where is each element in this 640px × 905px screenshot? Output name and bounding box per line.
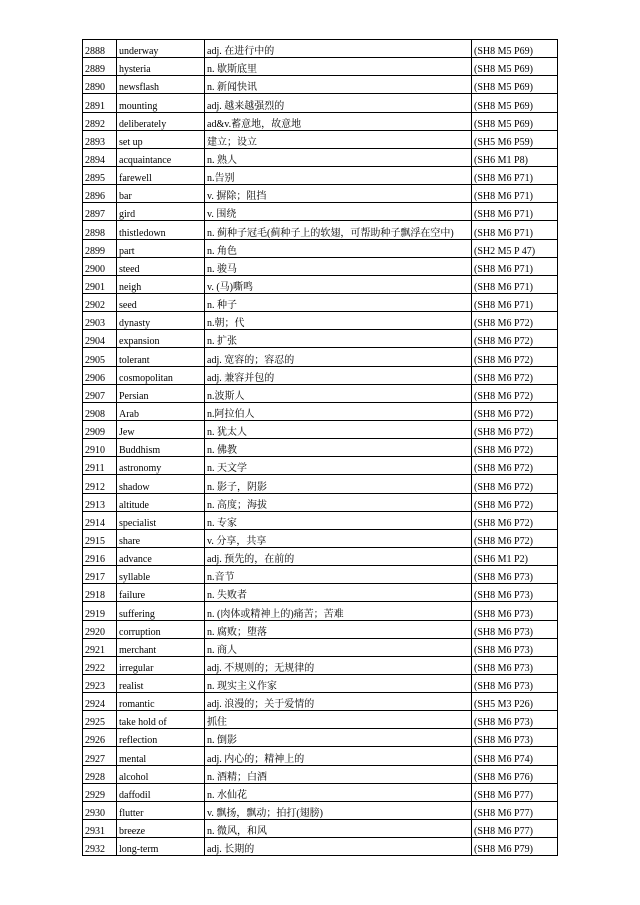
entry-number: 2923 (83, 674, 117, 692)
entry-reference: (SH8 M6 P73) (472, 620, 558, 638)
entry-word: farewell (117, 166, 205, 184)
entry-number: 2908 (83, 402, 117, 420)
entry-number: 2927 (83, 747, 117, 765)
entry-definition: n. 影子，阴影 (205, 475, 472, 493)
entry-word: alcohol (117, 765, 205, 783)
table-row (83, 711, 558, 729)
entry-word: astronomy (117, 457, 205, 475)
entry-reference: (SH8 M6 P73) (472, 711, 558, 729)
entry-number: 2913 (83, 493, 117, 511)
entry-definition: v. 摒除；阻挡 (205, 185, 472, 203)
entry-definition: n.音节 (205, 566, 472, 584)
entry-word: flutter (117, 801, 205, 819)
entry-word: failure (117, 584, 205, 602)
entry-word: reflection (117, 729, 205, 747)
table-row (83, 820, 558, 838)
entry-definition: n. 水仙花 (205, 783, 472, 801)
entry-number: 2915 (83, 529, 117, 547)
entry-number: 2925 (83, 711, 117, 729)
entry-number: 2918 (83, 584, 117, 602)
entry-word: share (117, 529, 205, 547)
entry-word: realist (117, 674, 205, 692)
entry-reference: (SH8 M6 P73) (472, 602, 558, 620)
entry-reference: (SH5 M6 P59) (472, 130, 558, 148)
entry-reference: (SH8 M6 P76) (472, 765, 558, 783)
entry-reference: (SH8 M6 P72) (472, 457, 558, 475)
entry-word: shadow (117, 475, 205, 493)
table-row (83, 203, 558, 221)
entry-number: 2897 (83, 203, 117, 221)
entry-reference: (SH8 M6 P72) (472, 312, 558, 330)
entry-definition: n.朝；代 (205, 312, 472, 330)
entry-definition: n. 扩张 (205, 330, 472, 348)
entry-number: 2904 (83, 330, 117, 348)
entry-definition: 抓住 (205, 711, 472, 729)
entry-definition: adj. 浪漫的；关于爱情的 (205, 693, 472, 711)
entry-definition: adj. 宽容的；容忍的 (205, 348, 472, 366)
entry-definition: v. 分享，共享 (205, 529, 472, 547)
entry-definition: n. 腐败；堕落 (205, 620, 472, 638)
entry-definition: n. 商人 (205, 638, 472, 656)
entry-word: dynasty (117, 312, 205, 330)
entry-word: take hold of (117, 711, 205, 729)
entry-number: 2898 (83, 221, 117, 239)
entry-number: 2911 (83, 457, 117, 475)
table-row (83, 765, 558, 783)
entry-reference: (SH8 M6 P72) (472, 493, 558, 511)
entry-word: Jew (117, 420, 205, 438)
table-row (83, 112, 558, 130)
entry-reference: (SH8 M6 P72) (472, 529, 558, 547)
entry-reference: (SH8 M6 P71) (472, 166, 558, 184)
entry-reference: (SH8 M6 P71) (472, 275, 558, 293)
entry-number: 2893 (83, 130, 117, 148)
entry-word: Persian (117, 384, 205, 402)
entry-reference: (SH8 M5 P69) (472, 76, 558, 94)
table-row (83, 166, 558, 184)
entry-number: 2905 (83, 348, 117, 366)
entry-reference: (SH8 M6 P72) (472, 475, 558, 493)
entry-number: 2931 (83, 820, 117, 838)
entry-definition: adj. 越来越强烈的 (205, 94, 472, 112)
entry-word: mounting (117, 94, 205, 112)
entry-reference: (SH8 M6 P73) (472, 638, 558, 656)
table-row (83, 566, 558, 584)
entry-word: steed (117, 257, 205, 275)
table-row (83, 330, 558, 348)
entry-word: newsflash (117, 76, 205, 94)
table-row (83, 838, 558, 856)
entry-word: Arab (117, 402, 205, 420)
entry-word: irregular (117, 656, 205, 674)
entry-number: 2920 (83, 620, 117, 638)
entry-reference: (SH8 M6 P73) (472, 729, 558, 747)
entry-word: acquaintance (117, 148, 205, 166)
entry-number: 2902 (83, 293, 117, 311)
entry-word: cosmopolitan (117, 366, 205, 384)
table-row (83, 584, 558, 602)
entry-number: 2891 (83, 94, 117, 112)
entry-definition: n. 佛教 (205, 439, 472, 457)
entry-definition: n. 蓟种子冠毛(蓟种子上的软翅，可帮助种子飘浮在空中) (205, 221, 472, 239)
entry-definition: n.阿拉伯人 (205, 402, 472, 420)
entry-reference: (SH8 M6 P77) (472, 783, 558, 801)
table-row (83, 493, 558, 511)
table-row (83, 801, 558, 819)
entry-word: tolerant (117, 348, 205, 366)
entry-number: 2909 (83, 420, 117, 438)
entry-number: 2894 (83, 148, 117, 166)
entry-number: 2916 (83, 547, 117, 565)
table-row (83, 94, 558, 112)
entry-reference: (SH8 M6 P72) (472, 402, 558, 420)
entry-word: seed (117, 293, 205, 311)
entry-word: altitude (117, 493, 205, 511)
table-row (83, 656, 558, 674)
entry-number: 2921 (83, 638, 117, 656)
entry-number: 2888 (83, 40, 117, 58)
entry-number: 2895 (83, 166, 117, 184)
entry-reference: (SH8 M6 P73) (472, 584, 558, 602)
entry-number: 2914 (83, 511, 117, 529)
entry-reference: (SH8 M6 P71) (472, 221, 558, 239)
entry-word: set up (117, 130, 205, 148)
entry-word: suffering (117, 602, 205, 620)
entry-definition: adj. 长期的 (205, 838, 472, 856)
entry-number: 2929 (83, 783, 117, 801)
table-row (83, 747, 558, 765)
entry-reference: (SH6 M1 P2) (472, 547, 558, 565)
entry-number: 2906 (83, 366, 117, 384)
entry-number: 2926 (83, 729, 117, 747)
entry-definition: n. 角色 (205, 239, 472, 257)
vocabulary-table-body (83, 40, 558, 856)
table-row (83, 420, 558, 438)
entry-word: specialist (117, 511, 205, 529)
entry-definition: n. 天文学 (205, 457, 472, 475)
table-row (83, 76, 558, 94)
entry-definition: n. 高度；海拔 (205, 493, 472, 511)
entry-word: romantic (117, 693, 205, 711)
entry-number: 2917 (83, 566, 117, 584)
entry-reference: (SH8 M6 P71) (472, 203, 558, 221)
table-row (83, 221, 558, 239)
entry-definition: n. 专家 (205, 511, 472, 529)
table-row (83, 729, 558, 747)
table-row (83, 239, 558, 257)
table-row (83, 148, 558, 166)
table-row (83, 547, 558, 565)
entry-reference: (SH8 M6 P72) (472, 384, 558, 402)
entry-number: 2932 (83, 838, 117, 856)
entry-definition: n. 熟人 (205, 148, 472, 166)
entry-word: long-term (117, 838, 205, 856)
entry-definition: n. 歇斯底里 (205, 58, 472, 76)
entry-definition: adj. 兼容并包的 (205, 366, 472, 384)
entry-word: expansion (117, 330, 205, 348)
entry-number: 2889 (83, 58, 117, 76)
entry-reference: (SH8 M5 P69) (472, 112, 558, 130)
table-row (83, 529, 558, 547)
table-row (83, 402, 558, 420)
entry-word: gird (117, 203, 205, 221)
entry-reference: (SH8 M6 P72) (472, 348, 558, 366)
entry-definition: adj. 预先的，在前的 (205, 547, 472, 565)
entry-word: underway (117, 40, 205, 58)
entry-word: hysteria (117, 58, 205, 76)
entry-reference: (SH8 M6 P72) (472, 366, 558, 384)
table-row (83, 40, 558, 58)
table-row (83, 257, 558, 275)
entry-number: 2930 (83, 801, 117, 819)
entry-reference: (SH6 M1 P8) (472, 148, 558, 166)
entry-reference: (SH2 M5 P 47) (472, 239, 558, 257)
table-row (83, 312, 558, 330)
entry-number: 2892 (83, 112, 117, 130)
entry-word: neigh (117, 275, 205, 293)
entry-definition: adj. 内心的；精神上的 (205, 747, 472, 765)
entry-reference: (SH8 M6 P79) (472, 838, 558, 856)
table-row (83, 475, 558, 493)
entry-word: bar (117, 185, 205, 203)
entry-reference: (SH8 M5 P69) (472, 40, 558, 58)
entry-number: 2903 (83, 312, 117, 330)
table-row (83, 275, 558, 293)
table-row (83, 185, 558, 203)
entry-reference: (SH8 M6 P73) (472, 674, 558, 692)
entry-word: advance (117, 547, 205, 565)
entry-reference: (SH8 M5 P69) (472, 58, 558, 76)
entry-definition: n. 新闻快讯 (205, 76, 472, 94)
entry-reference: (SH8 M6 P73) (472, 656, 558, 674)
entry-definition: v. 飘扬，飘动；拍打(翅膀) (205, 801, 472, 819)
entry-number: 2899 (83, 239, 117, 257)
entry-definition: adj. 在进行中的 (205, 40, 472, 58)
vocabulary-table (82, 39, 558, 856)
entry-word: thistledown (117, 221, 205, 239)
entry-reference: (SH8 M6 P71) (472, 257, 558, 275)
entry-word: deliberately (117, 112, 205, 130)
entry-number: 2924 (83, 693, 117, 711)
entry-number: 2922 (83, 656, 117, 674)
table-row (83, 439, 558, 457)
entry-reference: (SH8 M6 P72) (472, 330, 558, 348)
table-row (83, 602, 558, 620)
entry-number: 2907 (83, 384, 117, 402)
entry-definition: n. 微风，和风 (205, 820, 472, 838)
entry-reference: (SH8 M6 P72) (472, 420, 558, 438)
entry-word: Buddhism (117, 439, 205, 457)
entry-number: 2910 (83, 439, 117, 457)
entry-definition: n. (肉体或精神上的)痛苦；苦难 (205, 602, 472, 620)
entry-number: 2928 (83, 765, 117, 783)
table-row (83, 693, 558, 711)
entry-definition: 建立；设立 (205, 130, 472, 148)
table-row (83, 293, 558, 311)
entry-definition: n.波斯人 (205, 384, 472, 402)
table-row (83, 783, 558, 801)
entry-definition: v. 围绕 (205, 203, 472, 221)
entry-number: 2900 (83, 257, 117, 275)
entry-number: 2901 (83, 275, 117, 293)
entry-definition: n. 种子 (205, 293, 472, 311)
entry-word: daffodil (117, 783, 205, 801)
entry-word: mental (117, 747, 205, 765)
entry-definition: n. 酒精；白酒 (205, 765, 472, 783)
entry-definition: n. 失败者 (205, 584, 472, 602)
entry-number: 2890 (83, 76, 117, 94)
entry-reference: (SH8 M6 P77) (472, 820, 558, 838)
entry-reference: (SH8 M6 P72) (472, 439, 558, 457)
entry-number: 2896 (83, 185, 117, 203)
entry-word: part (117, 239, 205, 257)
entry-word: merchant (117, 638, 205, 656)
table-row (83, 511, 558, 529)
entry-reference: (SH8 M5 P69) (472, 94, 558, 112)
entry-word: syllable (117, 566, 205, 584)
entry-number: 2919 (83, 602, 117, 620)
entry-reference: (SH8 M6 P77) (472, 801, 558, 819)
entry-definition: n.告别 (205, 166, 472, 184)
table-row (83, 620, 558, 638)
entry-number: 2912 (83, 475, 117, 493)
entry-reference: (SH5 M3 P26) (472, 693, 558, 711)
entry-reference: (SH8 M6 P74) (472, 747, 558, 765)
entry-reference: (SH8 M6 P71) (472, 293, 558, 311)
entry-definition: ad&v.蓄意地，故意地 (205, 112, 472, 130)
table-row (83, 366, 558, 384)
entry-reference: (SH8 M6 P72) (472, 511, 558, 529)
table-row (83, 348, 558, 366)
table-row (83, 674, 558, 692)
table-row (83, 638, 558, 656)
entry-word: breeze (117, 820, 205, 838)
entry-reference: (SH8 M6 P71) (472, 185, 558, 203)
table-row (83, 130, 558, 148)
table-row (83, 457, 558, 475)
table-row (83, 58, 558, 76)
entry-definition: v. (马)嘶鸣 (205, 275, 472, 293)
entry-definition: n. 骏马 (205, 257, 472, 275)
entry-word: corruption (117, 620, 205, 638)
entry-definition: n. 犹太人 (205, 420, 472, 438)
entry-definition: n. 倒影 (205, 729, 472, 747)
entry-reference: (SH8 M6 P73) (472, 566, 558, 584)
entry-definition: n. 现实主义作家 (205, 674, 472, 692)
table-row (83, 384, 558, 402)
entry-definition: adj. 不规则的；无规律的 (205, 656, 472, 674)
